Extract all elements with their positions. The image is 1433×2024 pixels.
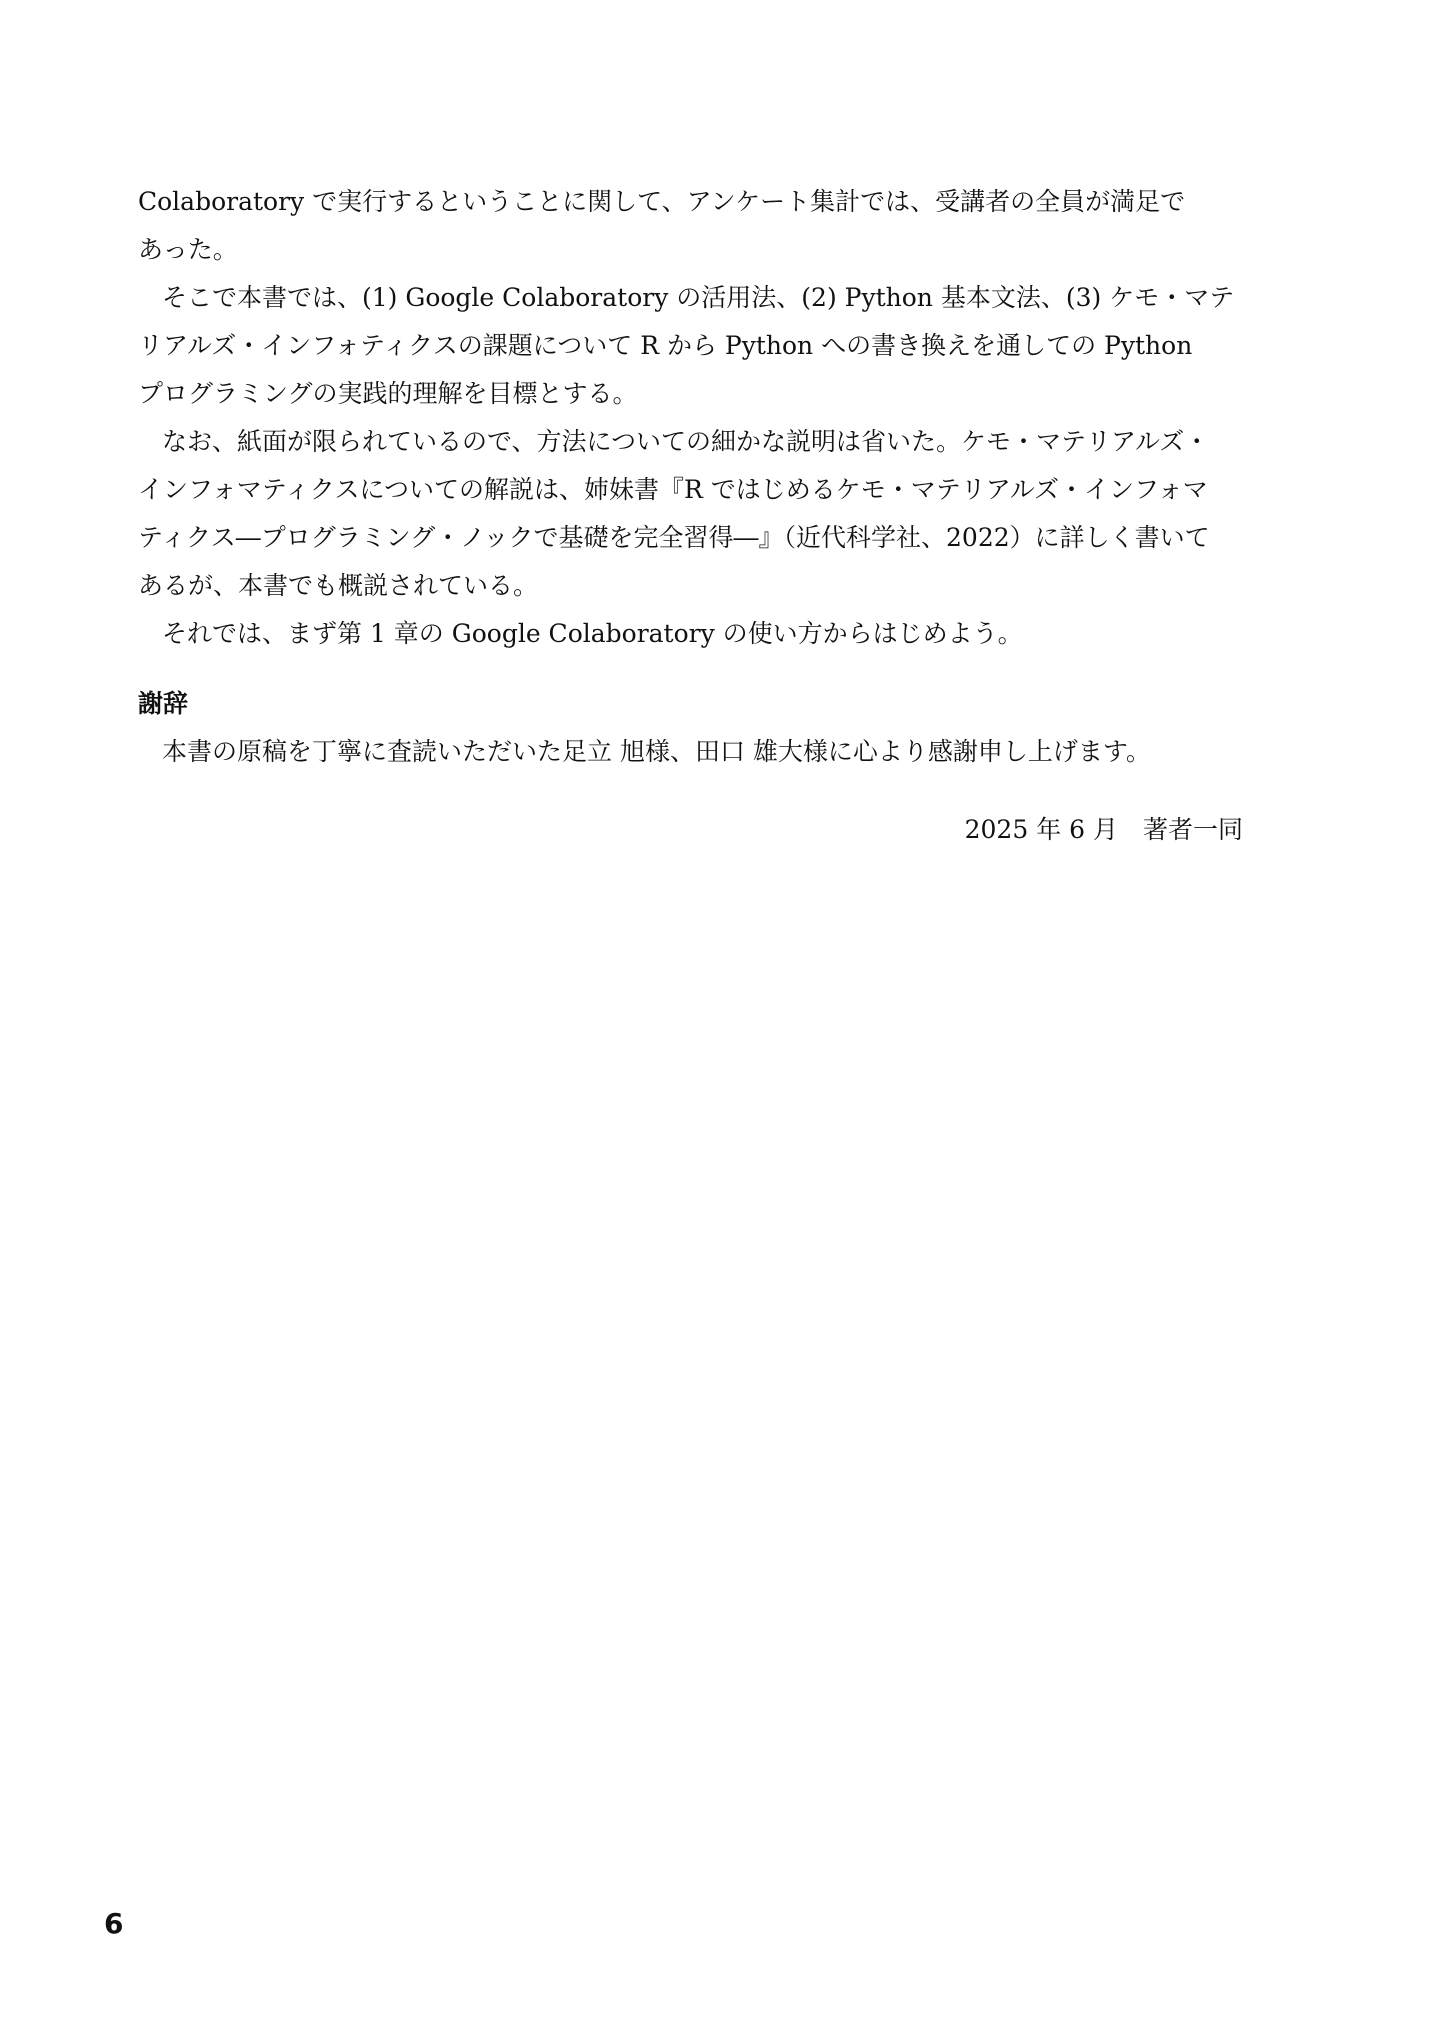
page-number: 6 bbox=[104, 1907, 124, 1940]
body-text-line: それでは、まず第 1 章の Google Colaboratory の使い方からはじめよう。 bbox=[162, 619, 1023, 648]
body-text-line: ティクス―プログラミング・ノックで基礎を完全習得―』（近代科学社、2022）に詳しく書いて bbox=[138, 523, 1210, 552]
paragraph-intro-chapter bbox=[138, 610, 1243, 658]
paragraph-goals bbox=[138, 274, 1243, 418]
paragraph-companion-book bbox=[138, 418, 1243, 610]
body-text-line: インフォマティクスについての解説は、姉妹書『R ではじめるケモ・マテリアルズ・インフォマ bbox=[138, 475, 1208, 504]
body-text-line: プログラミングの実践的理解を目標とする。 bbox=[138, 379, 638, 408]
body-text-line: あった。 bbox=[138, 235, 238, 264]
signature-date-authors: 2025 年 6 月 著者一同 bbox=[964, 815, 1243, 844]
acknowledgments-text: 本書の原稿を丁寧に査読いただいた足立 旭様、田口 雄大様に心より感謝申し上げます。 bbox=[162, 737, 1151, 766]
body-text-line: あるが、本書でも概説されている。 bbox=[138, 571, 539, 600]
body-text-line: リアルズ・インフォティクスの課題について R から Python への書き換えを通しての Python bbox=[138, 331, 1193, 360]
page-content bbox=[138, 178, 1243, 854]
body-text-line: そこで本書では、(1) Google Colaboratory の活用法、(2) Python 基本文法、(3) ケモ・マテ bbox=[162, 283, 1235, 312]
paragraph-survey bbox=[138, 178, 1243, 274]
body-text-line: Colaboratory で実行するということに関して、アンケート集計では、受講者の全員が満足で bbox=[138, 187, 1186, 216]
acknowledgments-heading: 謝辞 bbox=[138, 689, 189, 718]
body-text-line: なお、紙面が限られているので、方法についての細かな説明は省いた。ケモ・マテリアルズ・ bbox=[162, 427, 1210, 456]
